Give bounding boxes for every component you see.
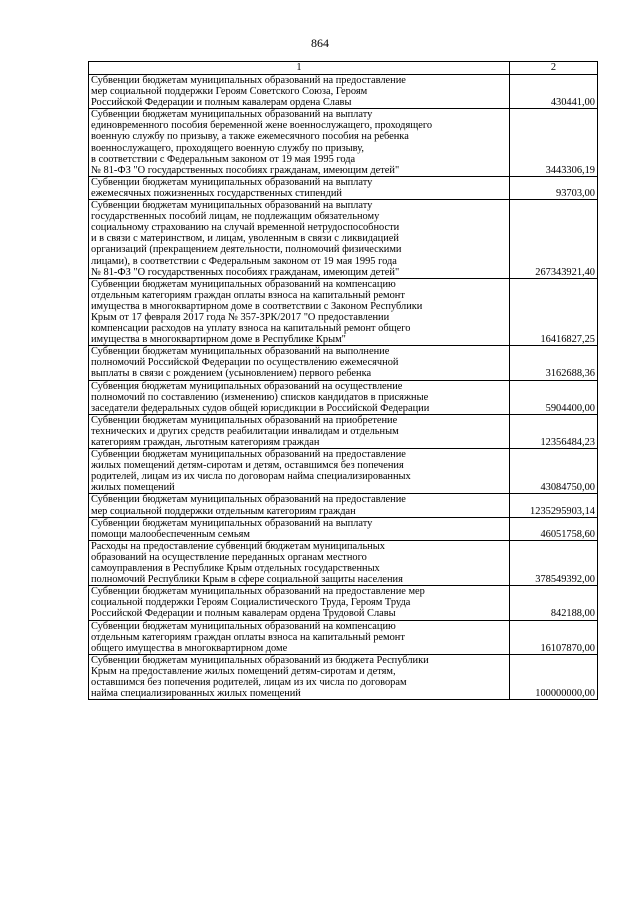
row-description: Субвенции бюджетам муниципальных образований на компенсацию отдельным категориям граждан оплаты взноса на капитальный ремонт общего имущества в многоквартирном доме — [89, 620, 510, 654]
row-description: Субвенции бюджетам муниципальных образований на предоставление мер социальной поддержки Героям Социалистического Труда, Героям Труда Российской Федерации и полным кавалерам ордена Трудовой Славы — [89, 586, 510, 620]
table-header-row — [89, 62, 598, 75]
table-body — [89, 62, 598, 700]
row-amount: 16107870,00 — [510, 620, 598, 654]
row-description: Субвенции бюджетам муниципальных образований на предоставление мер социальной поддержки Героям Советского Союза, Героям Российской Федерации и полным кавалерам ордена Славы — [89, 75, 510, 109]
row-amount: 100000000,00 — [510, 654, 598, 699]
table-row — [89, 449, 598, 494]
row-description: Субвенции бюджетам муниципальных образований на компенсацию отдельным категориям граждан оплаты взноса на капитальный ремонт имущества в многоквартирном доме в соответствии с Законом Республики Крым от 17 февраля 2017 года № 357-ЗРК/2017 "О предоставлении компенсации расходов на уплату взноса на капитальный ремонт общего имущества в многоквартирном доме в Республике Крым" — [89, 278, 510, 346]
row-description: Субвенции бюджетам муниципальных образований из бюджета Республики Крым на предоставление жилых помещений детям-сиротам и детям, оставшимся без попечения родителей, лицам из их числа по договорам найма специализированных жилых помещений — [89, 654, 510, 699]
table-row — [89, 176, 598, 199]
table-row — [89, 414, 598, 448]
row-description: Субвенции бюджетам муниципальных образований на выплату ежемесячных пожизненных государственных стипендий — [89, 176, 510, 199]
column-header-description: 1 — [89, 62, 510, 75]
row-amount: 12356484,23 — [510, 414, 598, 448]
row-amount: 16416827,25 — [510, 278, 598, 346]
row-amount: 267343921,40 — [510, 200, 598, 279]
row-description: Расходы на предоставление субвенций бюджетам муниципальных образований на осуществление переданных органам местного самоуправления в Республике Крым отдельных государственных полномочий Республики Крым в сфере социальной защиты населения — [89, 540, 510, 585]
row-description: Субвенции бюджетам муниципальных образований на выполнение полномочий Российской Федерации по осуществлению ежемесячной выплаты в связи с рождением (усыновлением) первого ребенка — [89, 346, 510, 380]
table-row — [89, 494, 598, 517]
row-amount: 46051758,60 — [510, 517, 598, 540]
table-row — [89, 620, 598, 654]
page-number: 864 — [311, 36, 329, 50]
table-row — [89, 109, 598, 177]
table-row — [89, 654, 598, 699]
row-amount: 842188,00 — [510, 586, 598, 620]
column-header-amount: 2 — [510, 62, 598, 75]
row-amount: 1235295903,14 — [510, 494, 598, 517]
table-row — [89, 278, 598, 346]
row-description: Субвенции бюджетам муниципальных образований на приобретение технических и других средств реабилитации инвалидам и отдельным категориям граждан, льготным категориям граждан — [89, 414, 510, 448]
row-amount: 5904400,00 — [510, 380, 598, 414]
row-description: Субвенции бюджетам муниципальных образований на предоставление жилых помещений детям-сиротам и детям, оставшимся без попечения родителей, лицам из их числа по договорам найма специализированных жилых помещений — [89, 449, 510, 494]
table-row — [89, 75, 598, 109]
row-description: Субвенции бюджетам муниципальных образований на выплату государственных пособий лицам, не подлежащим обязательному социальному страхованию на случай временной нетрудоспособности и в связи с материнством, и лицам, уволенным в связи с ликвидацией организаций (прекращением деятельности, полномочий физическими лицами), в соответствии с Федеральным законом от 19 мая 1995 года № 81-ФЗ "О государственных пособиях гражданам, имеющим детей" — [89, 200, 510, 279]
budget-table — [88, 61, 598, 700]
row-description: Субвенции бюджетам муниципальных образований на выплату единовременного пособия беременной жене военнослужащего, проходящего военную службу по призыву, а также ежемесячного пособия на ребенка военнослужащего, проходящего военную службу по призыву, в соответствии с Федеральным законом от 19 мая 1995 года № 81-ФЗ "О государственных пособиях гражданам, имеющим детей" — [89, 109, 510, 177]
row-amount: 3443306,19 — [510, 109, 598, 177]
table-row — [89, 346, 598, 380]
row-amount: 3162688,36 — [510, 346, 598, 380]
table-row — [89, 380, 598, 414]
table-row — [89, 540, 598, 585]
row-amount: 378549392,00 — [510, 540, 598, 585]
row-description: Субвенции бюджетам муниципальных образований на предоставление мер социальной поддержки отдельным категориям граждан — [89, 494, 510, 517]
table-row — [89, 517, 598, 540]
table-row — [89, 200, 598, 279]
row-description: Субвенции бюджетам муниципальных образований на выплату помощи малообеспеченным семьям — [89, 517, 510, 540]
row-amount: 93703,00 — [510, 176, 598, 199]
row-amount: 430441,00 — [510, 75, 598, 109]
row-amount: 43084750,00 — [510, 449, 598, 494]
row-description: Субвенция бюджетам муниципальных образований на осуществление полномочий по составлению (изменению) списков кандидатов в присяжные заседатели федеральных судов общей юрисдикции в Российской Федерации — [89, 380, 510, 414]
table-row — [89, 586, 598, 620]
